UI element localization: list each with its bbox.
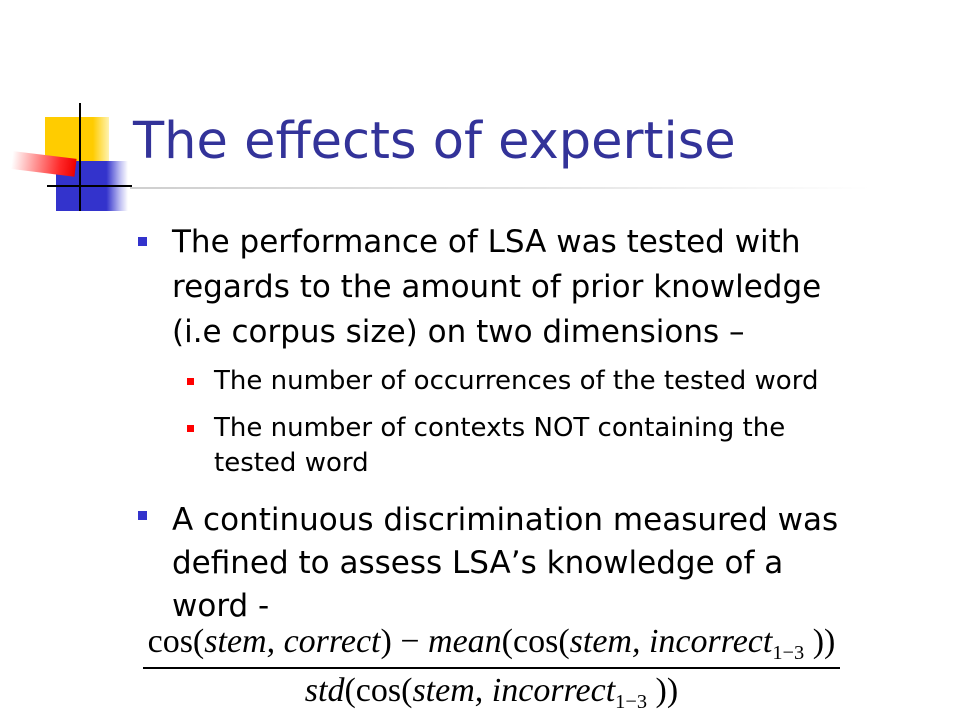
formula-segment: stem, correct: [204, 623, 381, 660]
slide-title: The effects of expertise: [133, 112, 736, 171]
formula-segment: std: [304, 672, 345, 709]
bullet-text: A continuous discrimination measured was defined to assess LSA’s knowledge of a word -: [172, 502, 839, 624]
formula-segment: ) −: [380, 623, 429, 660]
formula-segment: mean: [428, 623, 502, 660]
bullet-square-icon: [138, 237, 147, 246]
formula-segment: (cos(: [344, 672, 413, 709]
sub-bullet-square-icon: [187, 425, 194, 432]
formula-subscript: 1−3: [615, 691, 648, 714]
formula-segment: )): [804, 623, 836, 660]
formula-segment: )): [647, 672, 679, 709]
formula-segment: cos(: [147, 623, 205, 660]
formula-segment: stem, incorrect: [412, 672, 616, 709]
formula-segment: (cos(: [501, 623, 570, 660]
title-divider: [130, 187, 870, 189]
bullet-square-icon: [138, 511, 147, 520]
sub-bullet-text: The number of occurrences of the tested word: [214, 366, 819, 396]
sub-bullet-square-icon: [187, 378, 194, 385]
formula-denominator: [143, 671, 840, 720]
sub-bullet-text: The number of contexts NOT containing the tested word: [214, 413, 786, 478]
logo-horizontal-line: [47, 185, 132, 187]
formula-subscript: 1−3: [772, 642, 805, 665]
logo-vertical-line: [79, 103, 81, 211]
bullet-text: The performance of LSA was tested with regards to the amount of prior knowledge (i.e corpus size) on two dimensions –: [172, 224, 822, 350]
fraction-bar: [143, 667, 840, 669]
formula-segment: stem, incorrect: [569, 623, 773, 660]
